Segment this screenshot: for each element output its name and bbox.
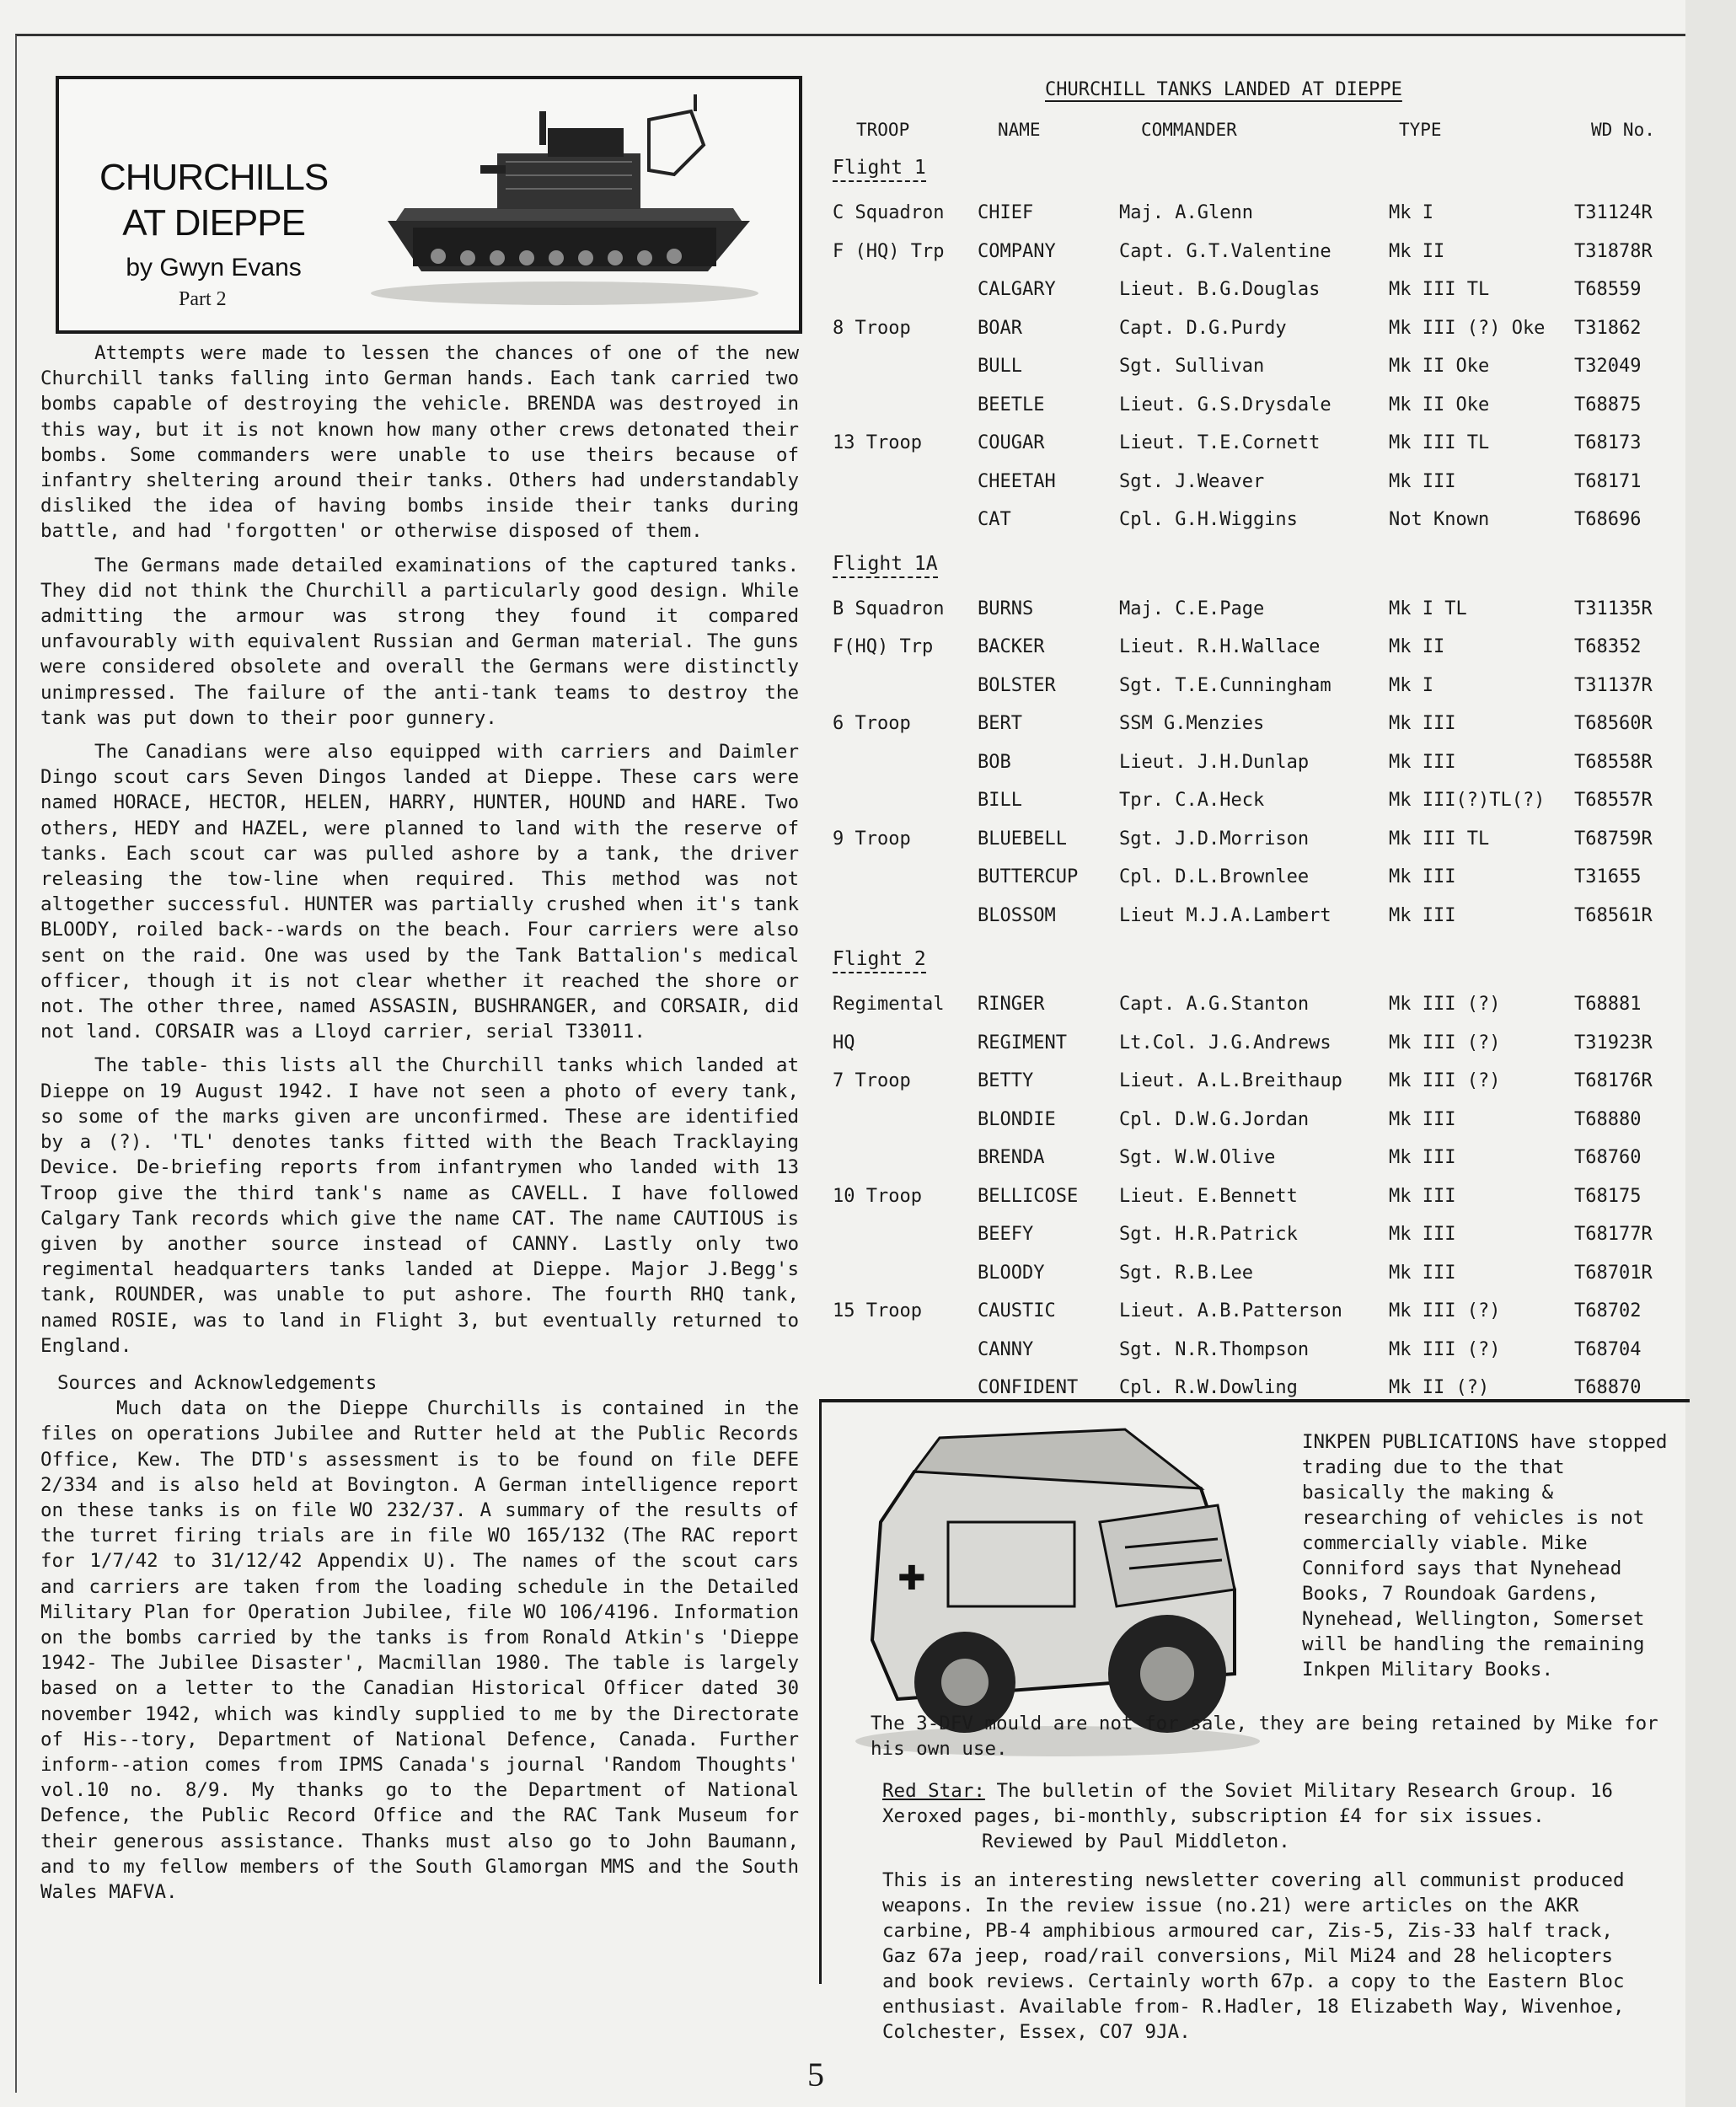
- header-type: TYPE: [1399, 120, 1442, 140]
- wd-number-cell: T68560R: [1574, 713, 1653, 734]
- commander-cell: Tpr. C.A.Heck: [1119, 790, 1265, 811]
- tank-name-cell: BOAR: [978, 317, 1022, 339]
- mould-notice: The 3-DFV mould are not for sale, they are being retained by Mike for his own use.: [871, 1713, 1658, 1760]
- wd-number-cell: T68881: [1574, 994, 1642, 1015]
- troop-cell: F (HQ) Trp: [833, 240, 945, 262]
- type-cell: Mk III (?): [1389, 1338, 1501, 1360]
- commander-cell: Maj. C.E.Page: [1119, 598, 1265, 619]
- troop-cell: HQ: [833, 1032, 855, 1054]
- troop-cell: F(HQ) Trp: [833, 636, 934, 657]
- type-cell: Mk III: [1389, 1262, 1456, 1284]
- type-cell: Mk III: [1389, 1185, 1456, 1207]
- type-cell: Mk III TL: [1389, 279, 1490, 300]
- type-cell: Mk III: [1389, 1147, 1456, 1168]
- commander-cell: Lieut. E.Bennett: [1119, 1185, 1298, 1207]
- tank-name-cell: BLOODY: [978, 1262, 1045, 1284]
- article-paragraph-3: The Canadians were also equipped with carriers and Daimler Dingo scout cars Seven Dingos landed at Dieppe. These cars were named HORACE, HECTOR, HELEN, HARRY, HUNTER, HOUND and HARE. Two others, HEDY and HAZEL, were planned to land with the reserve of tanks. Each scout car was pulled ashore by a tank, the driver releasing the tow-line when required. This method was not altogether successful. HUNTER was partially crushed when it's tank BLOODY, roiled back--wards on the beach. Four carriers were also sent on the raid. One was used by the Tank Battalion's medical officer, though it is not clear whether it reached the shore or not. The other three, named ASSASIN, BUSHRANGER, and CORSAIR, did not land. CORSAIR was a Lloyd carrier, serial T33011.: [40, 741, 799, 1043]
- article-title: [99, 155, 328, 287]
- type-cell: Mk I: [1389, 202, 1433, 223]
- wd-number-cell: T68561R: [1574, 904, 1653, 926]
- type-cell: Mk II Oke: [1389, 394, 1490, 416]
- type-cell: Mk III (?): [1389, 994, 1501, 1015]
- wd-number-cell: T68880: [1574, 1108, 1642, 1130]
- commander-cell: Sgt. T.E.Cunningham: [1119, 674, 1331, 696]
- type-cell: Mk III(?)TL(?): [1389, 790, 1546, 811]
- troop-cell: B Squadron: [833, 598, 945, 619]
- red-star-title: Red Star:: [882, 1780, 985, 1802]
- flight-heading: Flight 2: [833, 948, 926, 973]
- wd-number-cell: T31923R: [1574, 1032, 1653, 1054]
- type-cell: Mk III (?): [1389, 1032, 1501, 1054]
- red-star-review-header: [882, 1778, 1641, 1854]
- title-box: [56, 76, 802, 334]
- part-label: Part 2: [179, 288, 227, 310]
- tank-name-cell: BULL: [978, 356, 1022, 377]
- commander-cell: Sgt. R.B.Lee: [1119, 1262, 1253, 1284]
- wd-number-cell: T68175: [1574, 1185, 1642, 1207]
- commander-cell: Sgt. H.R.Patrick: [1119, 1224, 1298, 1245]
- troop-cell: 7 Troop: [833, 1070, 911, 1091]
- tank-name-cell: BOB: [978, 751, 1011, 773]
- tank-name-cell: CALGARY: [978, 279, 1056, 300]
- commander-cell: Maj. A.Glenn: [1119, 202, 1253, 223]
- commander-cell: Cpl. R.W.Dowling: [1119, 1377, 1298, 1398]
- wd-number-cell: T68557R: [1574, 790, 1653, 811]
- tank-name-cell: CHEETAH: [978, 470, 1056, 492]
- header-name: NAME: [998, 120, 1041, 140]
- tank-name-cell: BEEFY: [978, 1224, 1034, 1245]
- tank-name-cell: CONFIDENT: [978, 1377, 1079, 1398]
- type-cell: Mk III: [1389, 470, 1456, 492]
- tank-name-cell: CAUSTIC: [978, 1300, 1056, 1322]
- type-cell: Not Known: [1389, 509, 1490, 530]
- type-cell: Mk I: [1389, 674, 1433, 696]
- tank-name-cell: BERT: [978, 713, 1022, 734]
- byline: by Gwyn Evans: [126, 254, 302, 281]
- commander-cell: SSM G.Menzies: [1119, 713, 1265, 734]
- commander-cell: Sgt. W.W.Olive: [1119, 1147, 1276, 1168]
- type-cell: Mk III: [1389, 904, 1456, 926]
- wd-number-cell: T68870: [1574, 1377, 1642, 1398]
- tank-name-cell: CHIEF: [978, 202, 1034, 223]
- tank-name-cell: CANNY: [978, 1338, 1034, 1360]
- wd-number-cell: T31878R: [1574, 240, 1653, 262]
- inkpen-notice: INKPEN PUBLICATIONS have stopped trading due to the that basically the making & researching of vehicles is not commercially viable. Mike Conniford says that Nynehead Books, 7 Roundoak Gardens, Nynehead, Wellington, Somerset will be handling the remaining Inkpen Military Books.: [1302, 1431, 1668, 1681]
- tank-name-cell: BLOSSOM: [978, 904, 1056, 926]
- wd-number-cell: T68696: [1574, 509, 1642, 530]
- troop-cell: 10 Troop: [833, 1185, 922, 1207]
- tank-name-cell: REGIMENT: [978, 1032, 1067, 1054]
- commander-cell: Lieut M.J.A.Lambert: [1119, 904, 1331, 926]
- troop-cell: 15 Troop: [833, 1300, 922, 1322]
- tank-name-cell: COUGAR: [978, 432, 1045, 453]
- commander-cell: Sgt. J.D.Morrison: [1119, 828, 1310, 850]
- troop-cell: Regimental: [833, 994, 945, 1015]
- type-cell: Mk III: [1389, 1108, 1456, 1130]
- wd-number-cell: T31862: [1574, 317, 1642, 339]
- wd-number-cell: T31137R: [1574, 674, 1653, 696]
- commander-cell: Lieut. R.H.Wallace: [1119, 636, 1321, 657]
- type-cell: Mk III (?): [1389, 1300, 1501, 1322]
- troop-cell: 8 Troop: [833, 317, 911, 339]
- commander-cell: Capt. A.G.Stanton: [1119, 994, 1310, 1015]
- wd-number-cell: T68760: [1574, 1147, 1642, 1168]
- wd-number-cell: T68704: [1574, 1338, 1642, 1360]
- troop-cell: 6 Troop: [833, 713, 911, 734]
- tank-name-cell: RINGER: [978, 994, 1045, 1015]
- title-line-1: CHURCHILLS: [99, 157, 329, 198]
- commander-cell: Lieut. G.S.Drysdale: [1119, 394, 1331, 416]
- type-cell: Mk III: [1389, 1224, 1456, 1245]
- commander-cell: Lieut. A.L.Breithaup: [1119, 1070, 1342, 1091]
- wd-number-cell: T68171: [1574, 470, 1642, 492]
- commander-cell: Lieut. B.G.Douglas: [1119, 279, 1321, 300]
- article-paragraph-4: The table- this lists all the Churchill tanks which landed at Dieppe on 19 August 1942. I have not seen a photo of every tank, so some of the marks given are unconfirmed. These are identified by a (?). 'TL' denotes tanks fitted with the Beach Tracklaying Device. De-briefing reports from infantrymen who landed with 13 Troop give the third tank's name as CAVELL. I have followed Calgary Tank records which give the name CAT. The name CAUTIOUS is given by another source instead of CANNY. Lastly only two regimental headquarters tanks landed at Dieppe. Major J.Begg's tank, ROUNDER, was unable to put ashore. The fourth RHQ tank, named ROSIE, was to land in Flight 3, but eventually returned to England.: [40, 1054, 799, 1357]
- commander-cell: Lieut. A.B.Patterson: [1119, 1300, 1342, 1322]
- flight-heading: Flight 1: [833, 157, 926, 182]
- type-cell: Mk III TL: [1389, 828, 1490, 850]
- tank-name-cell: COMPANY: [978, 240, 1056, 262]
- header-troop: TROOP: [856, 120, 910, 140]
- tank-name-cell: BLONDIE: [978, 1108, 1056, 1130]
- tank-name-cell: BACKER: [978, 636, 1045, 657]
- tank-name-cell: BLUEBELL: [978, 828, 1067, 850]
- sources-paragraph: Much data on the Dieppe Churchills is contained in the files on operations Jubilee and Rutter held at the Public Records Office, Kew. The DTD's assessment is to be found on file DEFE 2/334 and is also held at Bovington. A German intelligence report on these tanks is on file WO 232/37. A summary of the results of the turret firing trials are in file WO 165/132 (The RAC report for 1/7/42 to 31/12/42 Appendix U). The names of the scout cars and carriers are taken from the loading schedule in the Detailed Military Plan for Operation Jubilee, file WO 106/4196. Information on the bombs carried by the tanks is from Ronald Atkin's 'Dieppe 1942- The Jubilee Disaster', Macmillan 1980. The table is largely based on a letter to the Canadian Historical Officer dated 30 november 1942, which was kindly supplied to me by the Directorate of His--tory, Department of National Defence, Canada. Further inform--ation comes from IPMS Canada's journal 'Random Thoughts' vol.10 no. 8/9. My thanks go to the Department of National Defence, the Public Record Office and the RAC Tank Museum for their generous assistance. Thanks must also go to John Baumann, and to my fellow members of the South Glamorgan MMS and the South Wales MAFVA.: [40, 1397, 799, 1903]
- type-cell: Mk III (?) Oke: [1389, 317, 1546, 339]
- tank-name-cell: CAT: [978, 509, 1011, 530]
- commander-cell: Capt. D.G.Purdy: [1119, 317, 1287, 339]
- commander-cell: Sgt. J.Weaver: [1119, 470, 1265, 492]
- commander-cell: Sgt. Sullivan: [1119, 356, 1265, 377]
- troop-cell: C Squadron: [833, 202, 945, 223]
- wd-number-cell: T68759R: [1574, 828, 1653, 850]
- wd-number-cell: T68352: [1574, 636, 1642, 657]
- churchill-tank-illustration: [371, 94, 775, 314]
- wd-number-cell: T68177R: [1574, 1224, 1653, 1245]
- wd-number-cell: T68559: [1574, 279, 1642, 300]
- type-cell: Mk III TL: [1389, 432, 1490, 453]
- page-margin-shadow: [1685, 0, 1736, 2107]
- commander-cell: Sgt. N.R.Thompson: [1119, 1338, 1310, 1360]
- reviewer: Reviewed by Paul Middleton.: [982, 1831, 1290, 1852]
- flight-heading: Flight 1A: [833, 553, 938, 578]
- wd-number-cell: T68702: [1574, 1300, 1642, 1322]
- commander-cell: Lt.Col. J.G.Andrews: [1119, 1032, 1331, 1054]
- troop-cell: 9 Troop: [833, 828, 911, 850]
- red-star-review: This is an interesting newsletter covering all communist produced weapons. In the review issue (no.21) were articles on the AKR carbine, PB-4 amphibious armoured car, Zis-5, Zis-33 half track, Gaz 67a jeep, road/rail conversions, Mil Mi24 and 28 helicopters and book reviews. Certainly worth 67p. a copy to the Eastern Bloc enthusiast. Available from- R.Hadler, 18 Elizabeth Way, Wivenhoe, Colchester, Essex, CO7 9JA.: [882, 1869, 1625, 2043]
- tank-name-cell: BUTTERCUP: [978, 866, 1079, 887]
- tank-name-cell: BILL: [978, 790, 1022, 811]
- commander-cell: Cpl. G.H.Wiggins: [1119, 509, 1298, 530]
- type-cell: Mk II: [1389, 240, 1445, 262]
- sources-heading: Sources and Acknowledgements: [57, 1371, 378, 1394]
- tank-name-cell: BETTY: [978, 1070, 1034, 1091]
- header-commander: COMMANDER: [1141, 120, 1237, 140]
- red-star-intro: The bulletin of the Soviet Military Research Group. 16 Xeroxed pages, bi-monthly, subscription £4 for six issues.: [882, 1780, 1613, 1827]
- tank-name-cell: BELLICOSE: [978, 1185, 1079, 1207]
- type-cell: Mk III: [1389, 866, 1456, 887]
- type-cell: Mk II (?): [1389, 1377, 1490, 1398]
- type-cell: Mk III: [1389, 713, 1456, 734]
- type-cell: Mk III (?): [1389, 1070, 1501, 1091]
- tank-name-cell: BEETLE: [978, 394, 1045, 416]
- tank-name-cell: BRENDA: [978, 1147, 1045, 1168]
- page-number: 5: [807, 2056, 824, 2094]
- commander-cell: Capt. G.T.Valentine: [1119, 240, 1331, 262]
- type-cell: Mk III: [1389, 751, 1456, 773]
- wd-number-cell: T68701R: [1574, 1262, 1653, 1284]
- wd-number-cell: T31124R: [1574, 202, 1653, 223]
- article-paragraph-1: Attempts were made to lessen the chances of one of the new Churchill tanks falling into German hands. Each tank carried two bombs capable of destroying the vehicle. BRENDA was destroyed in this way, but it is not known how many other crews detonated their bombs. Some commanders were unable to use theirs because of infantry sheltering around their tanks. Others had understandably disliked the idea of having bombs inside their tanks during battle, and had 'forgotten' or otherwise disposed of them.: [40, 342, 799, 543]
- wd-number-cell: T31655: [1574, 866, 1642, 887]
- type-cell: Mk II Oke: [1389, 356, 1490, 377]
- commander-cell: Lieut. J.H.Dunlap: [1119, 751, 1310, 773]
- wd-number-cell: T68875: [1574, 394, 1642, 416]
- commander-cell: Lieut. T.E.Cornett: [1119, 432, 1321, 453]
- type-cell: Mk II: [1389, 636, 1445, 657]
- notices-box: [819, 1399, 1690, 2043]
- troop-cell: 13 Troop: [833, 432, 922, 453]
- commander-cell: Cpl. D.L.Brownlee: [1119, 866, 1310, 887]
- title-line-2: AT DIEPPE: [122, 202, 305, 244]
- wd-number-cell: T68173: [1574, 432, 1642, 453]
- wd-number-cell: T32049: [1574, 356, 1642, 377]
- tank-name-cell: BURNS: [978, 598, 1034, 619]
- header-wd-no: WD No.: [1591, 120, 1655, 140]
- tank-name-cell: BOLSTER: [978, 674, 1056, 696]
- svg-text:✚: ✚: [897, 1559, 926, 1598]
- wd-number-cell: T31135R: [1574, 598, 1653, 619]
- article-paragraph-2: The Germans made detailed examinations of the captured tanks. They did not think the Churchill a particularly good design. While admitting the armour was strong they found it compared unfavourably with equivalent Russian and German material. The guns were considered obsolete and overall the Germans were distinctly unimpressed. The failure of the anti-tank teams to destroy the tank was put down to their poor gunnery.: [40, 554, 799, 729]
- table-title: CHURCHILL TANKS LANDED AT DIEPPE: [1045, 79, 1402, 100]
- wd-number-cell: T68176R: [1574, 1070, 1653, 1091]
- wd-number-cell: T68558R: [1574, 751, 1653, 773]
- article-body: [40, 340, 799, 1913]
- type-cell: Mk I TL: [1389, 598, 1467, 619]
- commander-cell: Cpl. D.W.G.Jordan: [1119, 1108, 1310, 1130]
